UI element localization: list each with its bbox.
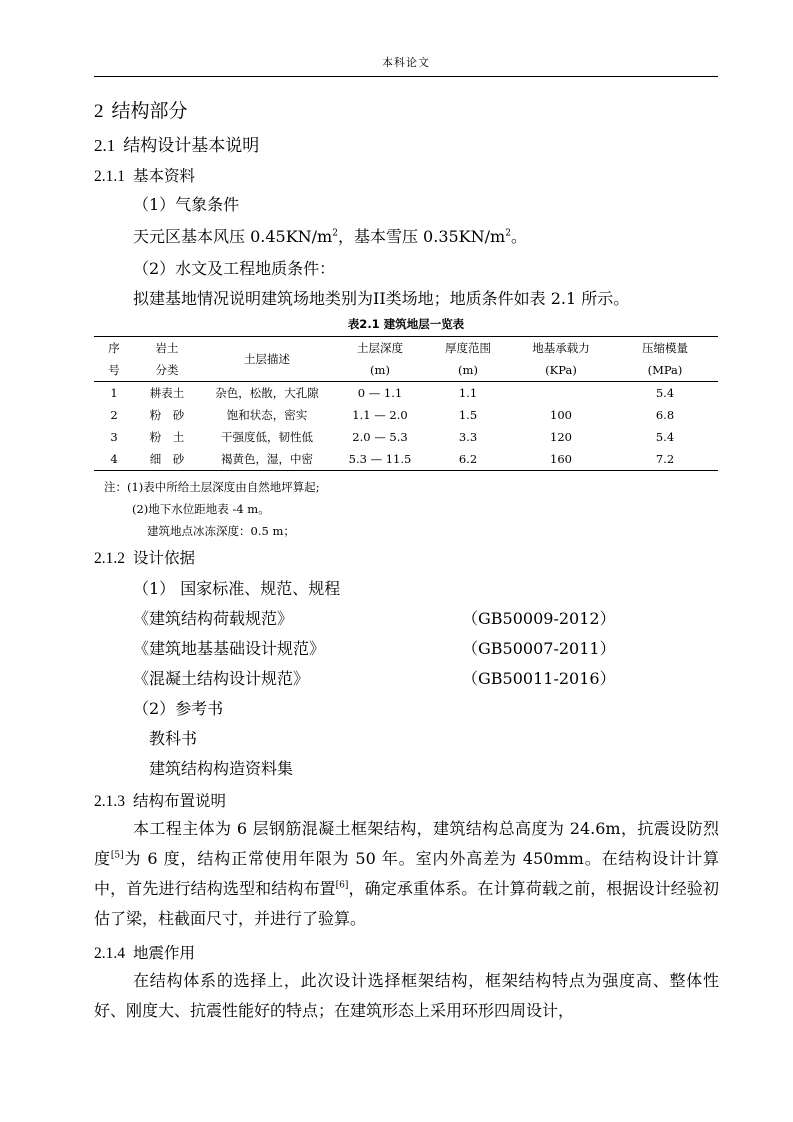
item-standards: （1） 国家标准、规范、规程 (133, 579, 341, 598)
code-number: （GB50009-2012） (462, 609, 616, 628)
cell-desc: 杂色，松散，大孔隙 (215, 386, 319, 400)
structure-layout-paragraph (94, 814, 719, 934)
table-row (94, 404, 718, 426)
header-thick-1: 厚度范围 (445, 341, 491, 355)
subsubsection-title: 基本资料 (133, 167, 196, 185)
item-weather: （1）气象条件 (133, 195, 240, 214)
cell-bearing (510, 382, 612, 405)
table-note-1: 注：(1)表中所给土层深度由自然地坪算起; (104, 480, 320, 494)
header-depth-1: 土层深度 (357, 341, 403, 355)
wind-unit-sup: 2 (332, 228, 338, 239)
header-rock-1: 岩土 (155, 341, 179, 355)
subsection-number: 2.1 (94, 136, 116, 155)
cell-depth: 0 — 1.1 (357, 386, 403, 400)
para-text-c: ，确定承重体系。在计算荷载之前，根据设计经验初估了梁，柱截面尺寸，并进行了验算。 (94, 879, 719, 928)
cell-desc: 饱和状态，密实 (226, 408, 308, 422)
section-heading (94, 96, 188, 123)
cell-depth: 1.1 — 2.0 (352, 408, 408, 422)
cell-thick: 6.2 (426, 448, 510, 471)
snow-text: ，基本雪压 0.35KN/m (337, 227, 506, 246)
subsubsection-title: 地震作用 (133, 944, 196, 962)
para-text-b: 为 6 度，结构正常使用年限为 50 年。室内外高差为 450mm。在结构设计计算中，首先进行结构选型和结构布置 (94, 849, 719, 898)
item-references: （2）参考书 (133, 699, 224, 718)
citation-6: [6] (335, 880, 349, 891)
cell-type: 细 砂 (134, 448, 200, 471)
snow-end: 。 (510, 227, 527, 246)
subsubsection-number: 2.1.4 (94, 945, 125, 962)
code-name: 《混凝土结构设计规范》 (133, 669, 310, 688)
header-modulus-1: 压缩模量 (642, 341, 688, 355)
cell-thick: 1.5 (458, 408, 478, 422)
subsection-title: 结构设计基本说明 (123, 136, 260, 156)
strata-table (94, 336, 718, 471)
section-title: 结构部分 (111, 100, 188, 122)
subsubsection-number: 2.1.1 (94, 168, 125, 185)
item-hydro-geo: （2）水文及工程地质条件： (133, 259, 336, 278)
cell-modulus: 5.4 (655, 386, 675, 400)
header-rule (94, 76, 718, 77)
subsection-heading-2-1 (94, 131, 259, 156)
seismic-paragraph: 在结构体系的选择上，此次设计选择框架结构，框架结构特点为强度高、整体性好、刚度大、抗震性能好的特点；在建筑形态上采用环形四周设计， (94, 971, 719, 1020)
cell-modulus: 7.2 (612, 448, 718, 471)
cell-bearing: 100 (550, 408, 572, 422)
header-thick-2: (m) (426, 359, 510, 382)
cell-bearing: 120 (550, 430, 572, 444)
code-number: （GB50007-2011） (462, 639, 616, 658)
header-bearing-2: (KPa) (510, 359, 612, 382)
geo-text: 拟建基地情况说明建筑场地类别为II类场地；地质条件如表 2.1 所示。 (133, 289, 630, 308)
cell-depth: 2.0 — 5.3 (352, 430, 408, 444)
wind-snow-line (133, 224, 527, 247)
running-header: 本科论文 (382, 56, 430, 69)
cell-no: 2 (110, 408, 118, 422)
header-no-1: 序 (108, 341, 120, 355)
header-bearing-1: 地基承载力 (532, 341, 590, 355)
subsubsection-title: 设计依据 (133, 549, 196, 567)
header-desc: 土层描述 (200, 337, 334, 382)
cell-modulus: 6.8 (655, 408, 675, 422)
code-number: （GB50011-2016） (462, 669, 616, 688)
table-row (94, 426, 718, 448)
table-caption: 表2.1 建筑地层一览表 (347, 317, 465, 331)
cell-thick: 1.1 (458, 386, 478, 400)
citation-5: [5] (110, 850, 124, 861)
section-number: 2 (94, 101, 104, 122)
cell-bearing: 160 (510, 448, 612, 471)
subsubsection-heading-2-1-1 (94, 164, 195, 186)
header-depth-2: (m) (334, 359, 426, 382)
snow-unit-sup: 2 (505, 228, 511, 239)
reference-book: 建筑结构构造资料集 (149, 759, 294, 778)
subsubsection-heading-2-1-3 (94, 789, 226, 811)
cell-type: 粉 土 (149, 430, 185, 444)
cell-no: 4 (94, 448, 134, 471)
cell-no: 3 (110, 430, 118, 444)
subsubsection-title: 结构布置说明 (133, 792, 227, 810)
header-rock-2: 分类 (134, 359, 200, 382)
subsubsection-number: 2.1.2 (94, 550, 125, 567)
table-note-2: (2)地下水位距地表 -4 m。 (132, 502, 270, 516)
table-note-3: 建筑地点冰冻深度：0.5 m； (147, 524, 295, 538)
cell-type: 耕表土 (149, 386, 185, 400)
cell-desc: 褐黄色，湿，中密 (200, 448, 334, 471)
cell-type: 粉 砂 (149, 408, 185, 422)
subsubsection-heading-2-1-2 (94, 546, 195, 568)
subsubsection-heading-2-1-4 (94, 941, 195, 963)
wind-text: 天元区基本风压 0.45KN/m (133, 227, 333, 246)
code-name: 《建筑地基基础设计规范》 (133, 639, 326, 658)
cell-desc: 干强度低，韧性低 (221, 430, 313, 444)
cell-depth: 5.3 — 11.5 (334, 448, 426, 471)
header-modulus-2: (MPa) (612, 359, 718, 382)
cell-thick: 3.3 (458, 430, 478, 444)
cell-modulus: 5.4 (655, 430, 675, 444)
header-no-2: 号 (94, 359, 134, 382)
reference-book: 教科书 (149, 729, 198, 748)
para-text-a: 本工程主体为 6 层钢筋混凝土框架结构，建筑结构总高度为 24.6m，抗震设防烈度 (94, 819, 719, 868)
cell-no: 1 (110, 386, 118, 400)
code-name: 《建筑结构荷载规范》 (133, 609, 294, 628)
table-row (94, 382, 718, 405)
table-row (94, 448, 718, 471)
subsubsection-number: 2.1.3 (94, 793, 125, 810)
